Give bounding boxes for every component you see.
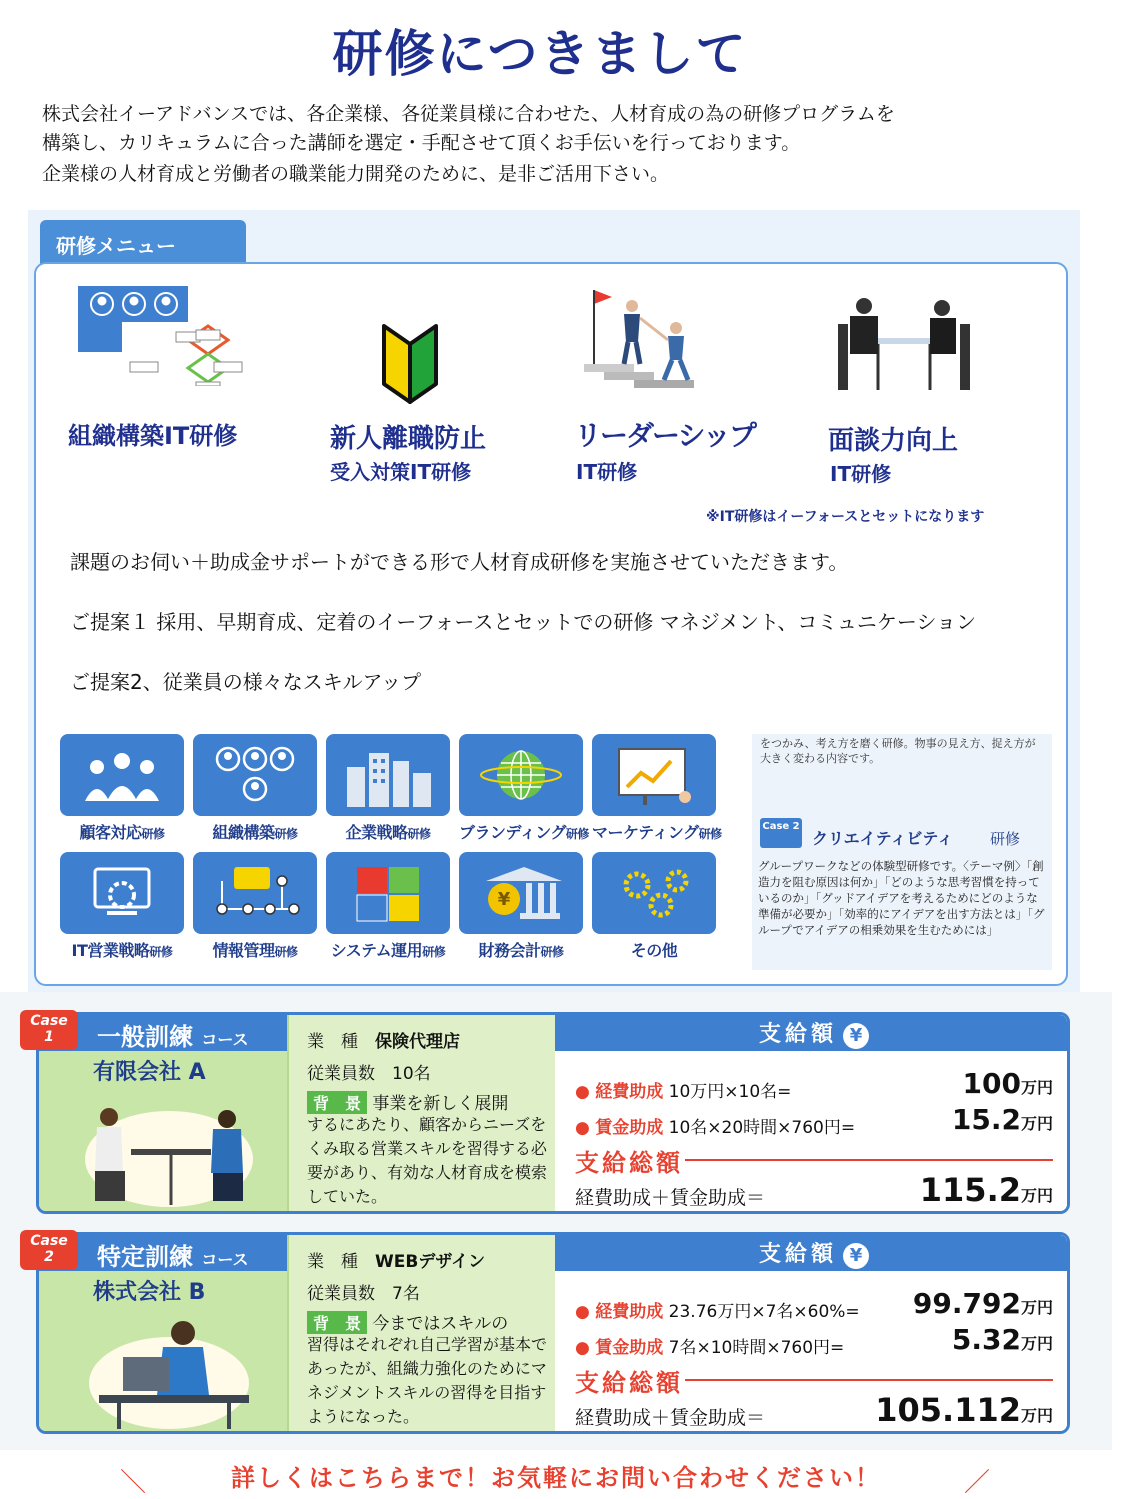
wage-formula: 10名×20時間×760円=: [668, 1118, 856, 1138]
intro-line-3: 企業様の人材育成と労働者の職業能力開発のために、是非ご活用下さい。: [42, 163, 670, 185]
employees-label: 従業員数: [307, 1064, 375, 1084]
footer-deco-left: ＼: [120, 1468, 147, 1498]
page-title: 研修につきまして: [332, 25, 748, 83]
course-org-building: [193, 734, 317, 843]
side-case-body: グループワークなどの体験型研修です。〈テーマ例〉「創造力を阻む原因は何か」「どのような思考習慣を持っているのか」「グッドアイデアを考えるためにどのような準備が必要か」「効率的にアイデアを出す方法とは」「グループでアイデアの相乗効果を生むためには」: [758, 859, 1045, 937]
buildings-icon: [326, 734, 450, 816]
case-1-badge: Case 1: [20, 1010, 78, 1050]
feature-sub-newcomer: 受入対策IT研修: [330, 460, 472, 484]
employees: 7名: [392, 1284, 420, 1304]
course-info-management: [193, 852, 317, 961]
course-suffix: 研修: [141, 827, 165, 841]
course-suffix: 研修: [149, 945, 173, 959]
unit: 万円: [1020, 1186, 1053, 1205]
background-first: 今まではスキルの: [372, 1314, 509, 1334]
background-tag: 背 景: [307, 1311, 367, 1334]
footer-deco-right: ／: [964, 1468, 991, 1498]
meeting-illustration: [79, 1095, 259, 1213]
side-case-top-text: をつかみ、考え方を磨く研修。物事の見え方、捉え方が大きく変わる内容です。: [760, 737, 1036, 765]
intro-line-2: 構築し、カリキュラムに合った講師を選定・手配させて頂くお手伝いを行っております。: [42, 132, 801, 154]
background-text: 習得はそれぞれ自己学習が基本であったが、組織力強化のためにマネジメントスキルの習得を目指すようになった。: [307, 1335, 548, 1426]
industry: 保険代理店: [375, 1032, 460, 1052]
wage-row: ● 賃金助成 10名×20時間×760円= 15.2万円: [575, 1103, 1053, 1138]
case-2: [36, 1232, 1070, 1434]
feature-label-org: 組織構築IT研修: [68, 422, 238, 450]
proposal-2: ご提案2、従業員の様々なスキルアップ: [70, 670, 422, 694]
feature-label-newcomer: 新人離職防止: [330, 424, 487, 454]
chart-board-icon: [592, 734, 716, 816]
background-first: 事業を新しく展開: [372, 1094, 509, 1114]
course-it-sales: [60, 852, 184, 961]
org-members-icon: [193, 734, 317, 816]
course-label: その他: [630, 941, 678, 960]
expense-label: 経費助成: [595, 1082, 664, 1102]
wage-row: ● 賃金助成 7名×10時間×760円= 5.32万円: [575, 1323, 1053, 1358]
employees: 10名: [392, 1064, 431, 1084]
expense-formula: 10万円×10名=: [668, 1082, 792, 1102]
company-name: 有限会社 A: [93, 1060, 206, 1085]
footer-contact[interactable]: 詳しくはこちらまで！お気軽にお問い合わせください！: [231, 1464, 881, 1492]
industry-label: 業 種: [307, 1252, 358, 1272]
course-label: IT営業戦略: [71, 941, 150, 960]
beginner-mark-icon: [380, 320, 440, 406]
total-row: [575, 1391, 1053, 1430]
course-label: 情報管理: [212, 941, 275, 960]
wage-label: 賃金助成: [595, 1338, 664, 1358]
expense-label: 経費助成: [595, 1302, 664, 1322]
course-name: 一般訓練 コース: [97, 1023, 249, 1051]
wage-amount: 5.32: [951, 1323, 1021, 1356]
course-name: 特定訓練 コース: [97, 1243, 249, 1271]
customer-service-icon: [60, 734, 184, 816]
employees-label: 従業員数: [307, 1284, 375, 1304]
total-amount: 105.112: [875, 1391, 1021, 1429]
case-1: [36, 1012, 1070, 1214]
course-label: ブランディング: [459, 823, 566, 842]
side-case-title-suffix: 研修: [990, 830, 1021, 848]
proposal-intro: 課題のお伺い＋助成金サポートができる形で人材育成研修を実施させていただきます。: [70, 550, 849, 574]
course-label: 顧客対応: [79, 823, 142, 842]
expense-row: ● 経費助成 23.76万円×7名×60%= 99.792万円: [575, 1287, 1053, 1322]
total-formula: 経費助成＋賃金助成＝: [575, 1187, 766, 1209]
yen-icon: ¥: [843, 1023, 869, 1049]
course-suffix: 研修: [274, 945, 298, 959]
course-suffix: 研修: [407, 827, 431, 841]
globe-icon: [459, 734, 583, 816]
unit: 万円: [1020, 1298, 1053, 1317]
interview-meeting-icon: [834, 294, 974, 394]
monitor-gear-icon: [60, 852, 184, 934]
course-system-operation: [326, 852, 450, 961]
menu-tab: 研修メニュー: [40, 220, 246, 264]
org-chart-icon: [78, 286, 258, 386]
background-tag: 背 景: [307, 1091, 367, 1114]
wage-amount: 15.2: [951, 1103, 1021, 1136]
leadership-climb-icon: [584, 286, 712, 392]
course-label: 財務会計: [478, 941, 541, 960]
unit: 万円: [1020, 1078, 1053, 1097]
total-amount: 115.2: [919, 1171, 1021, 1209]
feature-label-interview: 面談力向上: [828, 426, 959, 456]
course-suffix: 研修: [540, 945, 564, 959]
bank-icon: [459, 852, 583, 934]
pay-title: 支給額 ¥: [555, 1017, 1070, 1049]
feature-label-leadership: リーダーシップ: [574, 419, 755, 452]
case-2-badge: Case 2: [20, 1230, 78, 1270]
course-suffix: 研修: [565, 827, 589, 841]
course-customer-service: [60, 734, 184, 843]
side-case-title: クリエイティビティ: [812, 829, 954, 848]
course-other: [592, 852, 716, 961]
course-suffix: 研修: [274, 827, 298, 841]
data-flow-icon: [193, 852, 317, 934]
course-marketing: [592, 734, 722, 843]
svg-text:¥: ¥: [497, 889, 511, 910]
course-corporate-strategy: [326, 734, 450, 843]
wage-formula: 7名×10時間×760円=: [668, 1338, 845, 1358]
feature-sub-interview: IT研修: [830, 462, 892, 486]
desk-worker-illustration: [79, 1311, 259, 1434]
industry-label: 業 種: [307, 1032, 358, 1052]
course-label: 企業戦略: [345, 823, 408, 842]
unit: 万円: [1020, 1114, 1053, 1133]
course-suffix: 研修: [422, 945, 446, 959]
total-title: 支給総額: [575, 1149, 683, 1177]
proposal-1: ご提案１ 採用、早期育成、定着のイーフォースとセットでの研修 マネジメント、コミュニケーション: [70, 610, 977, 634]
feature-sub-leadership: IT研修: [576, 460, 638, 484]
wage-label: 賃金助成: [595, 1118, 664, 1138]
total-formula: 経費助成＋賃金助成＝: [575, 1407, 766, 1429]
company-name: 株式会社 B: [93, 1280, 206, 1305]
gears-icon: [592, 852, 716, 934]
industry: WEBデザイン: [375, 1252, 486, 1272]
yen-icon: ¥: [843, 1243, 869, 1269]
background-text: するにあたり、顧客からニーズをくみ取る営業スキルを習得する必要があり、有効な人材育成を模索していた。: [307, 1115, 548, 1206]
course-label: マーケティング: [592, 823, 699, 842]
unit: 万円: [1020, 1334, 1053, 1353]
puzzle-icon: [326, 852, 450, 934]
side-case-badge: Case 2: [760, 818, 802, 848]
intro-line-1: 株式会社イーアドバンスでは、各企業様、各従業員様に合わせた、人材育成の為の研修プログラムを: [42, 103, 895, 125]
it-note: ※IT研修はイーフォースとセットになります: [706, 509, 985, 525]
course-branding: [459, 734, 589, 843]
pay-title: 支給額 ¥: [555, 1237, 1070, 1269]
course-label: 組織構築: [212, 823, 275, 842]
course-label: システム運用: [330, 941, 423, 960]
course-suffix: 研修: [698, 827, 722, 841]
total-title: 支給総額: [575, 1369, 683, 1397]
expense-row: ● 経費助成 10万円×10名= 100万円: [575, 1067, 1053, 1102]
unit: 万円: [1020, 1406, 1053, 1425]
total-row: [575, 1171, 1053, 1210]
expense-formula: 23.76万円×7名×60%=: [668, 1302, 860, 1322]
expense-amount: 100: [962, 1067, 1021, 1100]
course-accounting: [459, 852, 583, 961]
expense-amount: 99.792: [912, 1287, 1021, 1320]
